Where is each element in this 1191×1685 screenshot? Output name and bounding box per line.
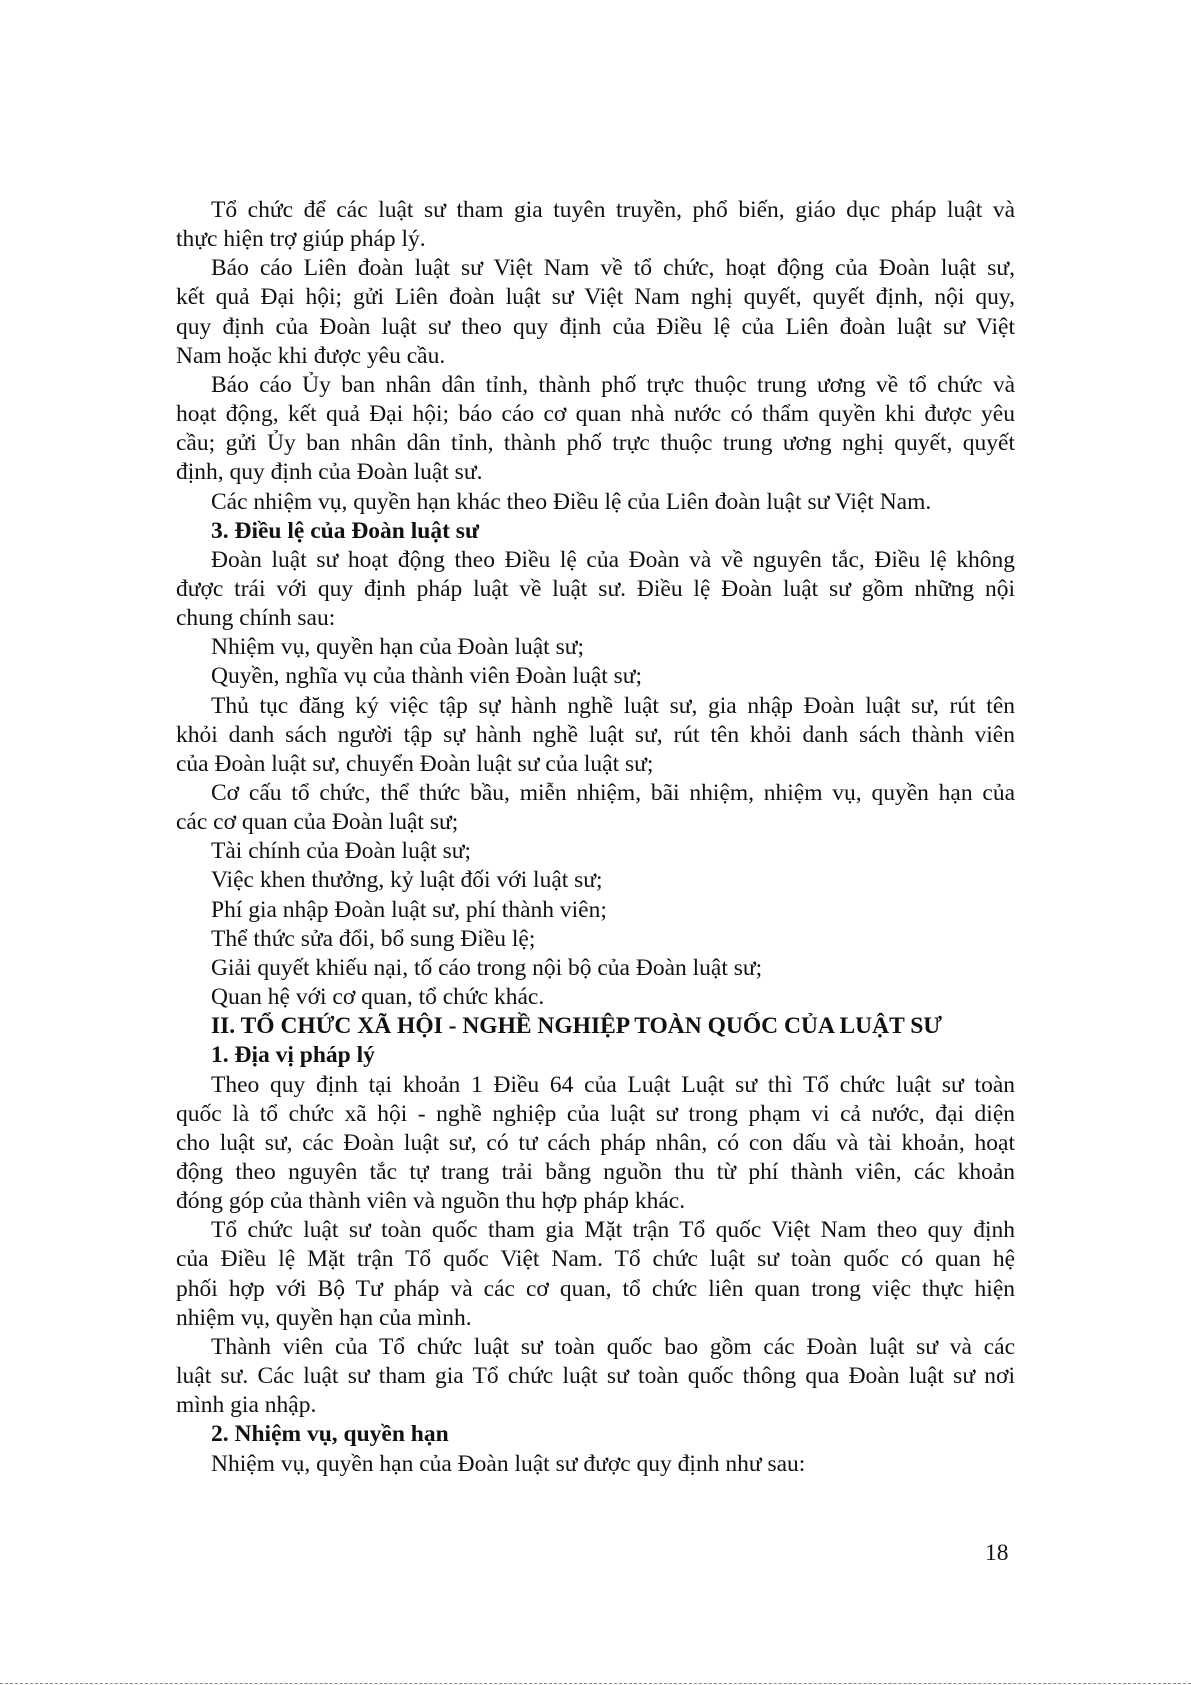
text-line: cầu; gửi Ủy ban nhân dân tỉnh, thành phố trực thuộc trung ương nghị quyết, quyết — [176, 430, 1015, 457]
text-line: Nam hoặc khi được yêu cầu. — [176, 342, 446, 369]
text-line: các cơ quan của Đoàn luật sư; — [176, 809, 459, 836]
page-number: 18 — [985, 1540, 1009, 1566]
text-line: Tổ chức luật sư toàn quốc tham gia Mặt trận Tổ quốc Việt Nam theo quy định — [211, 1217, 1015, 1244]
text-line: động theo nguyên tắc tự trang trải bằng nguồn thu từ phí thành viên, các khoản — [176, 1158, 1015, 1185]
text-line: Báo cáo Liên đoàn luật sư Việt Nam về tổ chức, hoạt động của Đoàn luật sư, — [211, 255, 1015, 282]
text-line: chung chính sau: — [176, 605, 336, 632]
text-line: Các nhiệm vụ, quyền hạn khác theo Điều lệ của Liên đoàn luật sư Việt Nam. — [211, 488, 932, 515]
text-line: Theo quy định tại khoản 1 Điều 64 của Luật Luật sư thì Tổ chức luật sư toàn — [211, 1071, 1015, 1098]
text-line: quốc là tổ chức xã hội - nghề nghiệp của luật sư trong phạm vi cả nước, đại diện — [176, 1100, 1015, 1127]
text-line: kết quả Đại hội; gửi Liên đoàn luật sư Việt Nam nghị quyết, quyết định, nội quy, — [176, 284, 1015, 311]
text-line: hoạt động, kết quả Đại hội; báo cáo cơ quan nhà nước có thẩm quyền khi được yêu — [176, 401, 1015, 427]
section-heading-line: II. TỔ CHỨC XÃ HỘI - NGHỀ NGHIỆP TOÀN QUỐC CỦA LUẬT SƯ — [211, 1013, 943, 1040]
text-line: khỏi danh sách người tập sự hành nghề luật sư, rút tên khỏi danh sách thành viên — [176, 721, 1015, 748]
text-line: Nhiệm vụ, quyền hạn của Đoàn luật sư được quy định như sau: — [211, 1450, 806, 1477]
text-line: mình gia nhập. — [176, 1392, 317, 1419]
section-heading-line: 3. Điều lệ của Đoàn luật sư — [211, 517, 480, 544]
text-line: Thể thức sửa đổi, bổ sung Điều lệ; — [211, 925, 536, 952]
text-line: đóng góp của thành viên và nguồn thu hợp pháp khác. — [176, 1188, 686, 1215]
text-line: cho luật sư, các Đoàn luật sư, có tư cách pháp nhân, có con dấu và tài khoản, hoạt — [176, 1129, 1015, 1156]
text-line: Cơ cấu tổ chức, thể thức bầu, miễn nhiệm, bãi nhiệm, nhiệm vụ, quyền hạn của — [211, 780, 1015, 806]
text-line: Việc khen thưởng, kỷ luật đối với luật sư; — [211, 867, 603, 894]
text-line: của Điều lệ Mặt trận Tổ quốc Việt Nam. Tổ chức luật sư toàn quốc có quan hệ — [176, 1246, 1015, 1273]
text-line: Báo cáo Ủy ban nhân dân tỉnh, thành phố trực thuộc trung ương về tổ chức và — [211, 371, 1015, 398]
text-line: luật sư. Các luật sư tham gia Tổ chức luật sư toàn quốc thông qua Đoàn luật sư nơi — [176, 1363, 1015, 1389]
section-heading-line: 1. Địa vị pháp lý — [211, 1042, 375, 1069]
text-line: Đoàn luật sư hoạt động theo Điều lệ của Đoàn và về nguyên tắc, Điều lệ không — [211, 546, 1015, 573]
text-line: nhiệm vụ, quyền hạn của mình. — [176, 1304, 472, 1331]
text-line: Thành viên của Tổ chức luật sư toàn quốc bao gồm các Đoàn luật sư và các — [211, 1333, 1015, 1360]
text-line: Tài chính của Đoàn luật sư; — [211, 838, 472, 865]
text-line: thực hiện trợ giúp pháp lý. — [176, 226, 426, 253]
text-line: Giải quyết khiếu nại, tố cáo trong nội bộ của Đoàn luật sư; — [211, 954, 763, 981]
text-line: định, quy định của Đoàn luật sư. — [176, 459, 483, 486]
text-line: Quyền, nghĩa vụ của thành viên Đoàn luật sư; — [211, 663, 643, 690]
text-line: Phí gia nhập Đoàn luật sư, phí thành viên; — [211, 896, 607, 923]
text-line: của Đoàn luật sư, chuyển Đoàn luật sư của luật sư; — [176, 750, 654, 777]
section-heading-line: 2. Nhiệm vụ, quyền hạn — [211, 1421, 449, 1448]
text-line: quy định của Đoàn luật sư theo quy định của Điều lệ của Liên đoàn luật sư Việt — [176, 313, 1015, 340]
text-line: được trái với quy định pháp luật về luật sư. Điều lệ Đoàn luật sư gồm những nội — [176, 575, 1015, 602]
text-line: phối hợp với Bộ Tư pháp và các cơ quan, tổ chức liên quan trong việc thực hiện — [176, 1275, 1015, 1302]
text-line: Quan hệ với cơ quan, tổ chức khác. — [211, 984, 545, 1010]
text-line: Nhiệm vụ, quyền hạn của Đoàn luật sư; — [211, 634, 584, 661]
text-line: Tổ chức để các luật sư tham gia tuyên truyền, phổ biến, giáo dục pháp luật và — [211, 197, 1015, 223]
text-line: Thủ tục đăng ký việc tập sự hành nghề luật sư, gia nhập Đoàn luật sư, rút tên — [211, 692, 1015, 719]
